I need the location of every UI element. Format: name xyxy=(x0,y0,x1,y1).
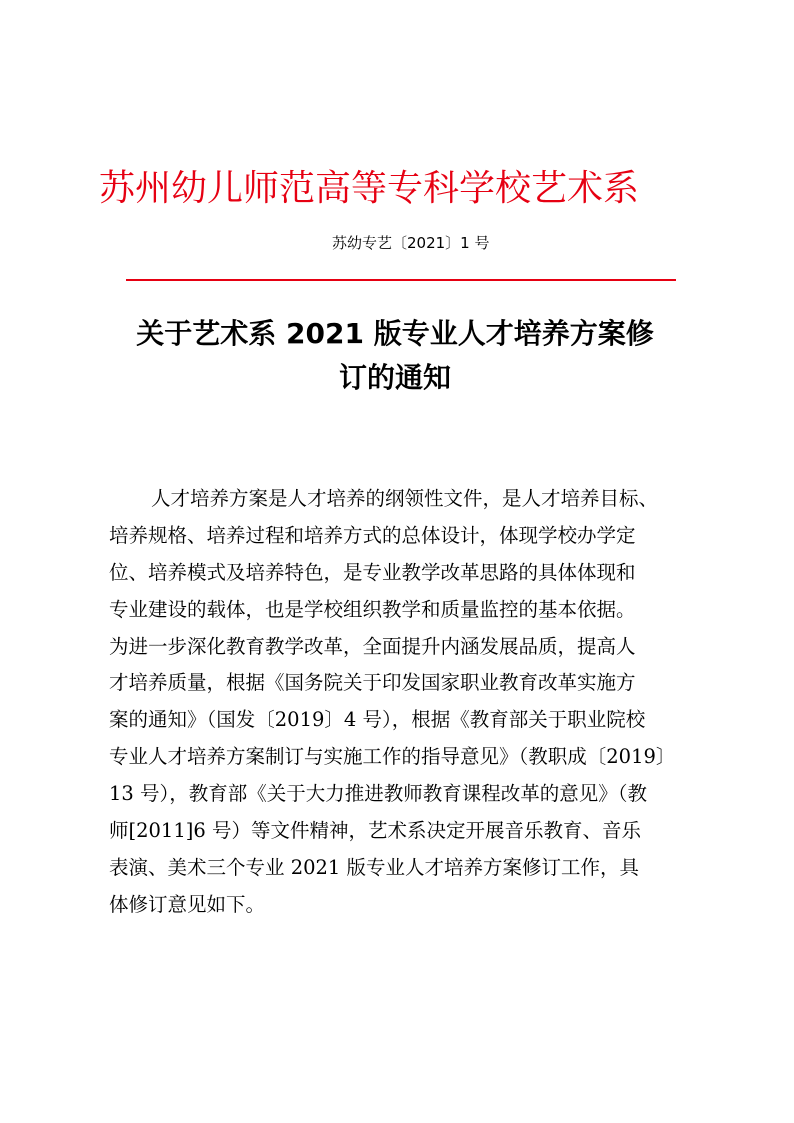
body-paragraph xyxy=(109,481,689,924)
body-line: 13 号），教育部《关于大力推进教师教育课程改革的意见》（教 xyxy=(109,782,648,806)
org-title: 苏州幼儿师范高等专科学校艺术系 xyxy=(99,168,640,209)
body-line: 为进一步深化教育教学改革，全面提升内涵发展品质，提高人 xyxy=(109,634,636,658)
document-number: 苏幼专艺〔2021〕1 号 xyxy=(332,234,490,252)
body-line: 案的通知》（国发〔2019〕4 号），根据《教育部关于职业院校 xyxy=(109,708,646,732)
notice-title xyxy=(100,312,690,400)
body-line: 才培养质量，根据《国务院关于印发国家职业教育改革实施方 xyxy=(109,671,636,695)
body-line: 专业人才培养方案制订与实施工作的指导意见》（教职成〔2019〕 xyxy=(109,745,676,769)
body-line: 体修订意见如下。 xyxy=(109,892,266,916)
body-line: 专业建设的载体，也是学校组织教学和质量监控的基本依据。 xyxy=(109,597,636,621)
red-divider-line xyxy=(126,279,676,281)
body-line: 人才培养方案是人才培养的纲领性文件，是人才培养目标、 xyxy=(151,487,659,510)
notice-title-line-1: 关于艺术系 2021 版专业人才培养方案修 xyxy=(136,317,654,350)
body-line: 培养规格、培养过程和培养方式的总体设计，体现学校办学定 xyxy=(109,523,636,547)
body-line: 师[2011]6 号）等文件精神，艺术系决定开展音乐教育、音乐 xyxy=(109,819,641,843)
notice-title-line-2: 订的通知 xyxy=(338,361,451,394)
body-line: 位、培养模式及培养特色，是专业教学改革思路的具体体现和 xyxy=(109,560,636,584)
body-line: 表演、美术三个专业 2021 版专业人才培养方案修订工作，具 xyxy=(109,855,640,879)
